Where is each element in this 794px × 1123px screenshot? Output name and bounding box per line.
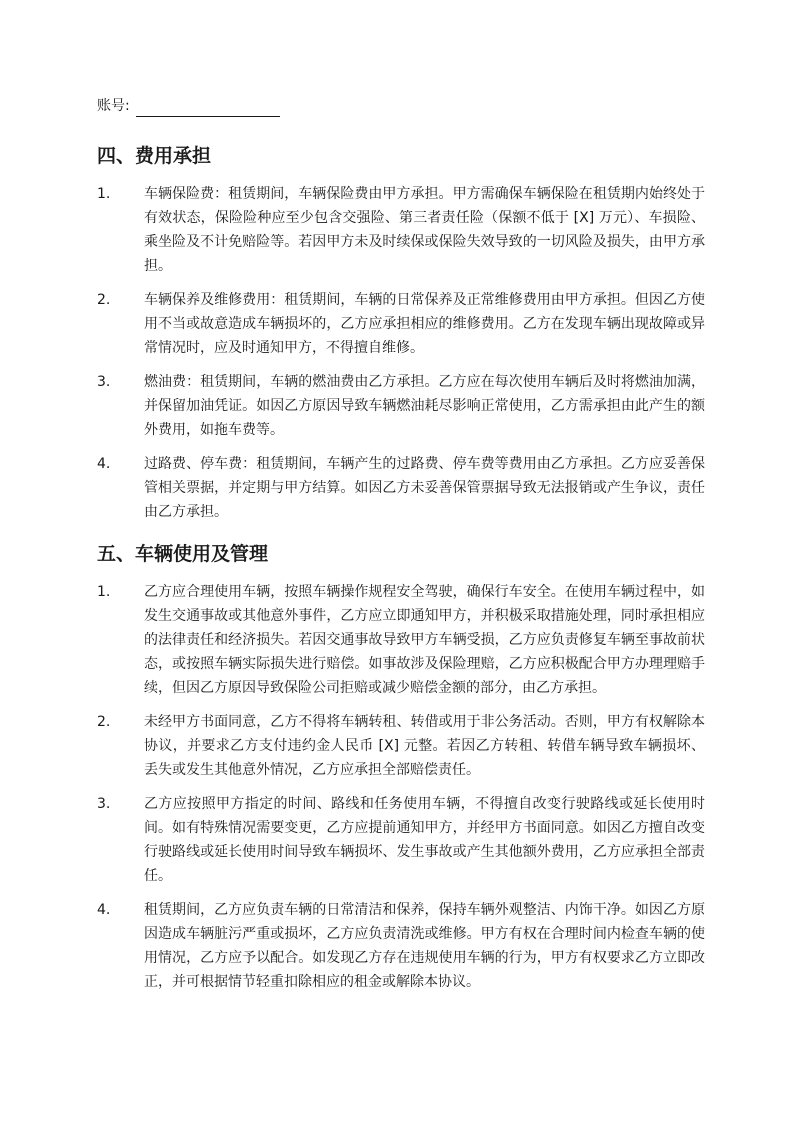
list-item: [97, 370, 705, 442]
section-5-list: [97, 580, 705, 1004]
item-number: 3.: [97, 374, 111, 390]
section-5-title: 五、车辆使用及管理: [97, 543, 269, 565]
item-text: 车辆保养及维修费用：租赁期间，车辆的日常保养及正常维修费用由甲方承担。但因乙方使用不当或故意造成车辆损坏的，乙方应承担相应的维修费用。乙方在发现车辆出现故障或异常情况时，应及时通知甲方，不得擅自维修。: [144, 292, 705, 356]
item-text: 未经甲方书面同意，乙方不得将车辆转租、转借或用于非公务活动。否则，甲方有权解除本协议，并要求乙方支付违约金人民币 [X] 元整。若因乙方转租、转借车辆导致车辆损坏、丢失或发生其他意外情况，乙方应承担全部赔偿责任。: [144, 714, 705, 778]
account-label: 账号:: [97, 98, 130, 114]
item-text: 燃油费：租赁期间，车辆的燃油费由乙方承担。乙方应在每次使用车辆后及时将燃油加满，并保留加油凭证。如因乙方原因导致车辆燃油耗尽影响正常使用，乙方需承担由此产生的额外费用，如拖车费等。: [144, 374, 705, 438]
item-number: 3.: [97, 796, 111, 812]
item-number: 2.: [97, 714, 111, 730]
item-number: 1.: [97, 584, 111, 600]
item-number: 4.: [97, 902, 111, 918]
account-blank-line: [136, 102, 280, 117]
list-item: [97, 452, 705, 524]
item-number: 1.: [97, 186, 111, 202]
item-text: 车辆保险费：租赁期间，车辆保险费由甲方承担。甲方需确保车辆保险在租赁期内始终处于有效状态，保险险种应至少包含交强险、第三者责任险（保额不低于 [X] 万元）、车损险、乘坐险及不计免赔险等。若因甲方未及时续保或保险失效导致的一切风险及损失，由甲方承担。: [144, 186, 705, 274]
list-item: [97, 580, 705, 700]
list-item: [97, 710, 705, 782]
list-item: [97, 182, 705, 278]
section-4-title: 四、费用承担: [97, 145, 212, 167]
item-text: 过路费、停车费：租赁期间，车辆产生的过路费、停车费等费用由乙方承担。乙方应妥善保管相关票据，并定期与甲方结算。如因乙方未妥善保管票据导致无法报销或产生争议，责任由乙方承担。: [144, 456, 705, 520]
item-number: 2.: [97, 292, 111, 308]
list-item: [97, 288, 705, 360]
list-item: [97, 898, 705, 994]
item-text: 乙方应合理使用车辆，按照车辆操作规程安全驾驶，确保行车安全。在使用车辆过程中，如发生交通事故或其他意外事件，乙方应立即通知甲方，并积极采取措施处理，同时承担相应的法律责任和经济损失。若因交通事故导致甲方车辆受损，乙方应负责修复车辆至事故前状态，或按照车辆实际损失进行赔偿。如事故涉及保险理赔，乙方应积极配合甲方办理理赔手续，但因乙方原因导致保险公司拒赔或减少赔偿金额的部分，由乙方承担。: [144, 584, 705, 696]
account-field: [97, 95, 280, 117]
item-text: 乙方应按照甲方指定的时间、路线和任务使用车辆，不得擅自改变行驶路线或延长使用时间。如有特殊情况需要变更，乙方应提前通知甲方，并经甲方书面同意。如因乙方擅自改变行驶路线或延长使用时间导致车辆损坏、发生事故或产生其他额外费用，乙方应承担全部责任。: [144, 796, 705, 884]
section-4-list: [97, 182, 705, 534]
list-item: [97, 792, 705, 888]
item-number: 4.: [97, 456, 111, 472]
item-text: 租赁期间，乙方应负责车辆的日常清洁和保养，保持车辆外观整洁、内饰干净。如因乙方原因造成车辆脏污严重或损坏，乙方应负责清洗或维修。甲方有权在合理时间内检查车辆的使用情况，乙方应予以配合。如发现乙方存在违规使用车辆的行为，甲方有权要求乙方立即改正，并可根据情节轻重扣除相应的租金或解除本协议。: [144, 902, 705, 990]
